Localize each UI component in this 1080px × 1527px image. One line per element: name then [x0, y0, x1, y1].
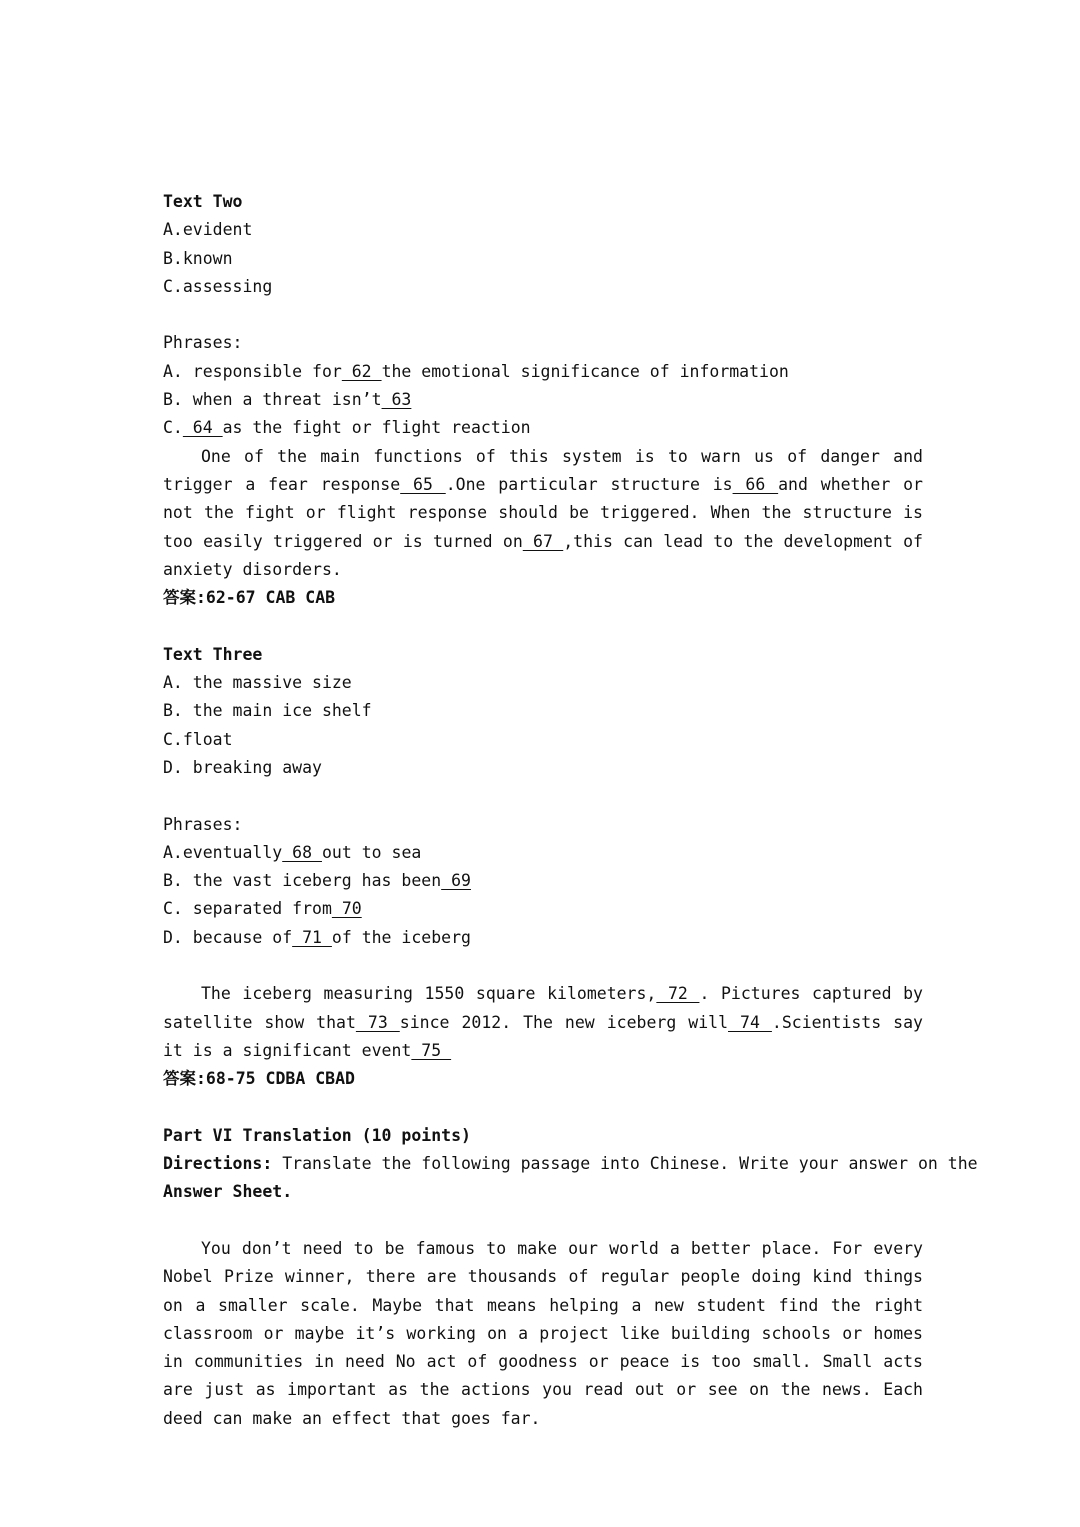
text-two-option-c: C.assessing: [163, 276, 273, 296]
document-page: [163, 188, 978, 1433]
phrase-text: A. responsible for: [163, 361, 342, 381]
phrase-text: C.: [163, 418, 183, 438]
text-two-option-a: A.evident: [163, 220, 253, 240]
blank-63: 63: [381, 390, 412, 410]
text-three-phrase-a: [163, 839, 923, 867]
blank-69: 69: [441, 871, 471, 891]
phrase-text: C. separated from: [163, 899, 332, 919]
spacer: [163, 952, 923, 980]
phrase-text: as the fight or flight reaction: [222, 418, 531, 438]
phrase-text: D. because of: [163, 927, 293, 947]
phrase-text: out to sea: [321, 842, 422, 862]
directions-text: Translate the following passage into Chinese. Write your answer on the: [272, 1154, 978, 1174]
text-two-phrases-label: Phrases:: [163, 333, 243, 353]
spacer: [163, 1207, 923, 1235]
blank-65: 65: [400, 474, 446, 494]
spacer: [163, 782, 923, 810]
blank-64: 64: [182, 418, 223, 438]
text-three-phrase-c: [163, 895, 923, 923]
phrase-text: B. the vast iceberg has been: [163, 871, 442, 891]
text-three-phrase-b: [163, 867, 923, 895]
text-three-option-a: A. the massive size: [163, 673, 352, 693]
text-three-phrases-label: Phrases:: [163, 814, 243, 834]
passage-text: .Scientists say it is a significant event: [163, 1012, 923, 1060]
text-two-answer: 答案:62-67 CAB CAB: [163, 588, 336, 608]
text-two-passage: [163, 443, 923, 584]
blank-72: 72: [656, 984, 700, 1004]
text-two-phrase-a: [163, 358, 923, 386]
blank-71: 71: [292, 927, 332, 947]
blank-62: 62: [341, 361, 382, 381]
passage-text: .One particular structure is: [445, 474, 733, 494]
text-two-option-b: B.known: [163, 248, 233, 268]
phrase-text: B. when a threat isn’t: [163, 390, 382, 410]
passage-text: and whether or not the fight or flight response should be triggered. When the structure is too easily triggered or is turned on: [163, 474, 923, 551]
spacer: [163, 1094, 923, 1122]
spacer: [163, 612, 923, 640]
directions-label: Directions:: [163, 1154, 273, 1174]
answer-sheet-label: Answer Sheet.: [163, 1182, 293, 1202]
phrase-text: the emotional significance of information: [381, 361, 789, 381]
part-vi-directions: [163, 1150, 978, 1178]
blank-73: 73: [355, 1012, 400, 1032]
passage-text: ,this can lead to the development of anxiety disorders.: [163, 531, 923, 579]
blank-74: 74: [728, 1012, 772, 1032]
passage-text: since 2012. The new iceberg will: [399, 1012, 729, 1032]
blank-67: 67: [522, 531, 564, 551]
blank-70: 70: [331, 899, 362, 919]
text-two-phrase-c: [163, 414, 923, 442]
phrase-text: of the iceberg: [331, 927, 471, 947]
text-three-passage: [163, 980, 923, 1065]
text-three-heading: Text Three: [163, 644, 263, 664]
passage-text: The iceberg measuring 1550 square kilometers,: [201, 984, 657, 1004]
translation-passage: You don’t need to be famous to make our world a better place. For every Nobel Prize winner, there are thousands of regular people doing kind things on a smaller scale. Maybe that means helping a new student find the right classroom or maybe it’s working on a project like building schools or homes in communities in need No act of goodness or peace is too small. Small acts are just as important as the actions you read out or see on the news. Each deed can make an effect that goes far.: [163, 1238, 923, 1428]
blank-66: 66: [732, 474, 779, 494]
text-three-phrase-d: [163, 924, 923, 952]
text-three-answer: 答案:68-75 CDBA CBAD: [163, 1069, 355, 1089]
blank-68: 68: [282, 842, 322, 862]
text-two-phrase-b: [163, 386, 923, 414]
text-three-option-d: D. breaking away: [163, 757, 322, 777]
part-vi-heading: Part VI Translation (10 points): [163, 1125, 471, 1145]
blank-75: 75: [411, 1040, 452, 1060]
passage-text: . Pictures captured by satellite show that: [163, 984, 923, 1032]
text-three-option-c: C.float: [163, 729, 233, 749]
passage-text: One of the main functions of this system is to warn us of danger and trigger a fear response: [163, 446, 923, 494]
text-three-option-b: B. the main ice shelf: [163, 701, 372, 721]
text-two-heading: Text Two: [163, 192, 243, 211]
phrase-text: A.eventually: [163, 842, 283, 862]
spacer: [163, 301, 923, 329]
